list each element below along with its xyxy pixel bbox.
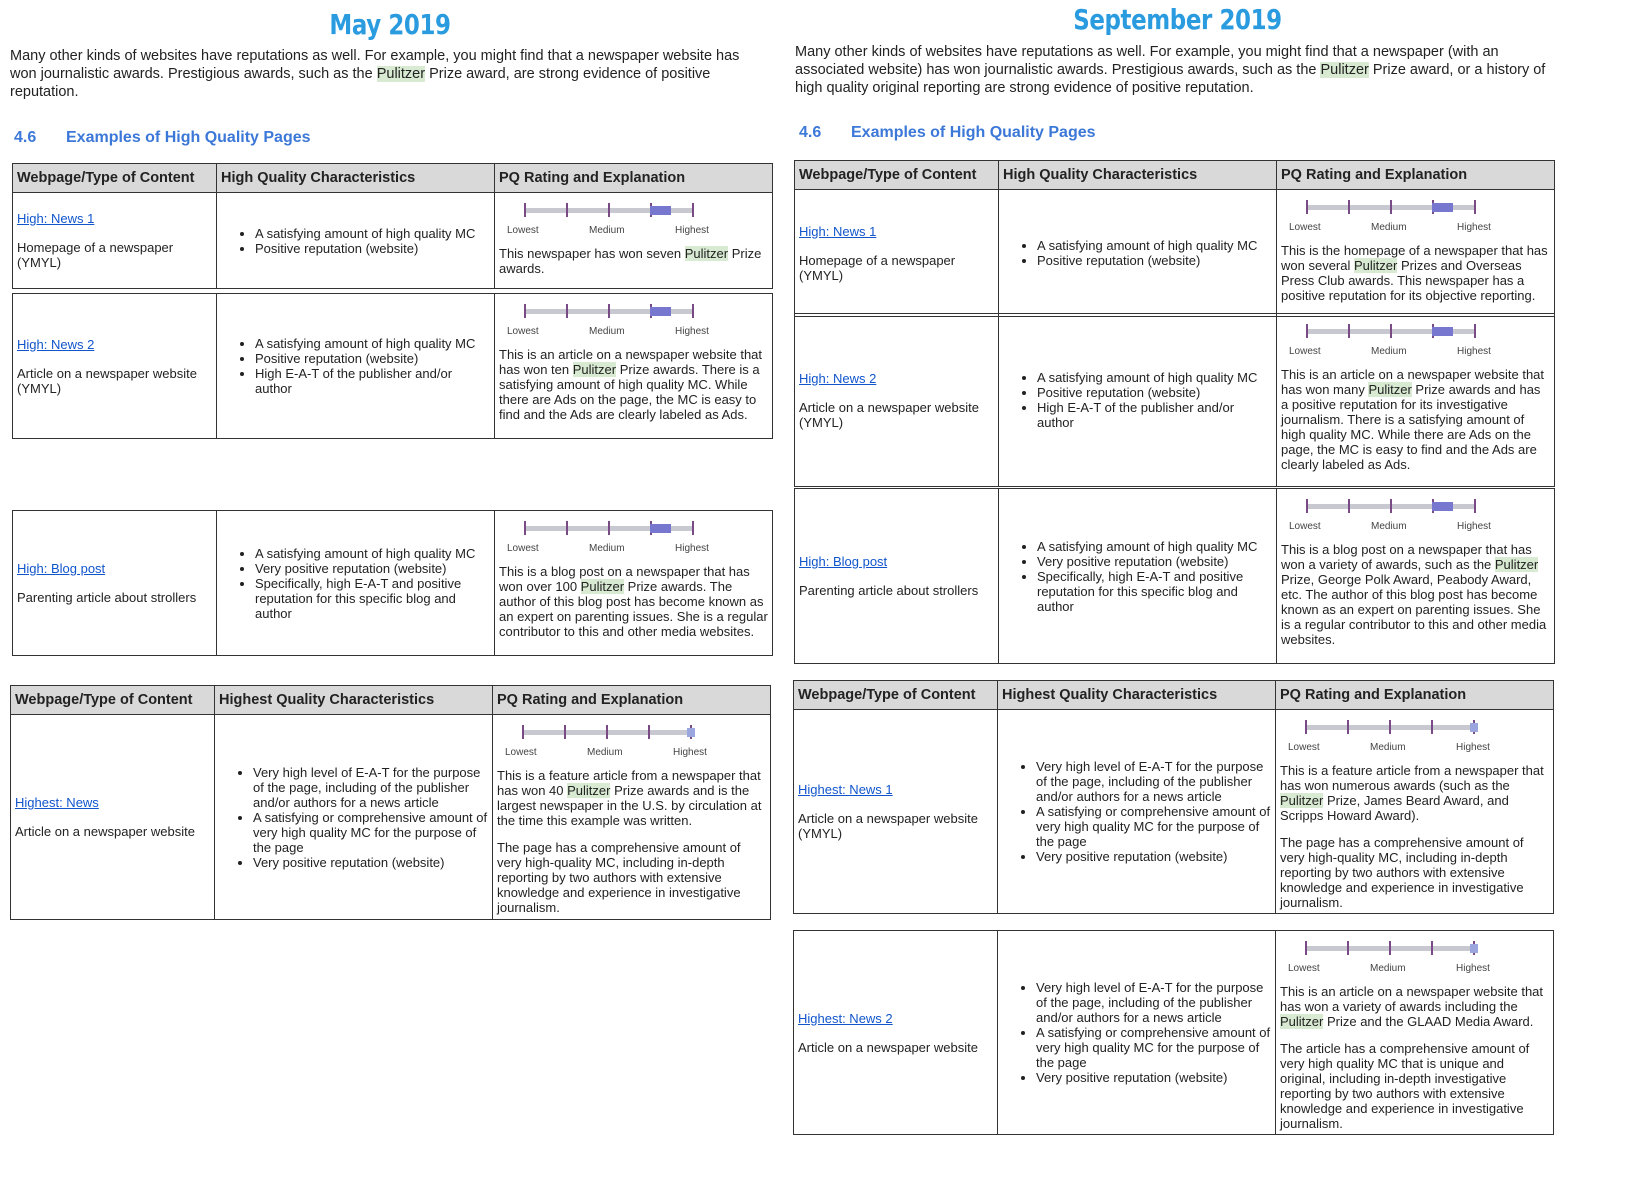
rating-scale-label-lowest: Lowest [507, 326, 539, 337]
rating-scale-label-highest: Highest [675, 225, 709, 236]
rating-scale-label-lowest: Lowest [507, 543, 539, 554]
content-description: Homepage of a newspaper (YMYL) [799, 252, 956, 283]
characteristic-item: • A satisfying or comprehensive amount of very high quality MC for the purpose of the page [1036, 1025, 1271, 1070]
rating-scale [1280, 938, 1549, 974]
text-run: The article has a comprehensive amount of very high quality MC that is unique and original, including in-depth investigative reporting by two authors with extensive knowledge and experience in investigative journalism. [1280, 1041, 1530, 1131]
text-run: This is a feature article from a newspaper that has won 40 [497, 768, 761, 798]
section-number: 4.6 [799, 124, 822, 141]
intro-paragraph [10, 47, 770, 101]
explanation-paragraph [1281, 243, 1550, 303]
characteristic-item: • A satisfying amount of high quality MC [1037, 238, 1272, 253]
rating-scale-tick [1348, 200, 1350, 214]
rating-scale-tick [1347, 720, 1349, 734]
example-link[interactable]: High: News 2 [799, 370, 877, 386]
text-run: This newspaper has won seven [499, 246, 685, 261]
table-header-row [13, 164, 773, 193]
rating-scale-label-lowest: Lowest [1288, 742, 1320, 753]
rating-explanation-cell [1276, 931, 1554, 1135]
rating-scale-label-highest: Highest [1456, 742, 1490, 753]
text-run: Prize awards. There is a satisfying amount of high quality MC. While there are Ads on the page, the MC is easy to find and the Ads are clearly labeled as Ads. [499, 362, 760, 422]
characteristics-list [1002, 759, 1271, 864]
rating-scale [1281, 197, 1550, 233]
table-row [13, 511, 773, 656]
rating-scale-label-lowest: Lowest [507, 225, 539, 236]
characteristics-cell [217, 193, 495, 289]
characteristics-cell [998, 931, 1276, 1135]
content-type-cell [11, 715, 215, 920]
characteristics-cell [998, 710, 1276, 914]
rating-scale-tick [1431, 720, 1433, 734]
quality-table [12, 293, 773, 439]
rating-scale-tick [1348, 324, 1350, 338]
table-row [795, 314, 1555, 487]
characteristics-cell [999, 314, 1277, 487]
rating-scale-tick [1348, 499, 1350, 513]
rating-scale [1281, 321, 1550, 357]
page-title: September 2019 [1073, 3, 1282, 36]
text-run: This is a blog post on a newspaper that has won over 100 [499, 564, 750, 594]
text-run: The page has a comprehensive amount of very high-quality MC, including in-depth reporting by two authors with extensive knowledge and experience in investigative journalism. [497, 840, 741, 915]
rating-scale-tick [692, 521, 694, 535]
example-link[interactable]: High: Blog post [799, 554, 888, 569]
rating-scale-label-medium: Medium [589, 326, 625, 337]
content-description: Article on a newspaper website (YMYL) [798, 811, 978, 841]
rating-scale-tick [608, 521, 610, 535]
characteristic-item: • Positive reputation (website) [255, 241, 490, 256]
highlighted-term: Pulitzer [684, 246, 729, 261]
rating-scale-tick [1390, 324, 1392, 338]
column-header: Highest Quality Characteristics [215, 686, 493, 715]
rating-scale-label-highest: Highest [1457, 521, 1491, 532]
rating-scale [497, 722, 766, 758]
section-heading [14, 129, 311, 147]
rating-scale-label-highest: Highest [673, 747, 707, 758]
rating-scale-tick [606, 725, 608, 739]
text-run: Prize awards and has a positive reputation for its investigative journalism. There is a satisfying amount of high quality MC. While there are Ads on the page, the MC is easy to find and the Ads are clearly labeled as Ads. [1281, 382, 1541, 472]
example-link[interactable]: High: Blog post [17, 561, 106, 576]
highlighted-term: Pulitzer [1320, 62, 1369, 78]
characteristic-item: • Positive reputation (website) [255, 351, 490, 366]
explanation-paragraph [1280, 763, 1549, 823]
characteristic-item: • Very positive reputation (website) [253, 855, 488, 870]
rating-scale [1281, 496, 1550, 532]
table-row [795, 489, 1555, 664]
text-run: Prize and the GLAAD Media Award. [1323, 1014, 1534, 1029]
example-link[interactable]: Highest: News 1 [798, 782, 893, 797]
rating-scale-label-lowest: Lowest [1288, 963, 1320, 974]
rating-scale-label-medium: Medium [589, 543, 625, 554]
text-run: This is an article on a newspaper website that has won many [1281, 367, 1545, 397]
rating-scale-tick [1306, 200, 1308, 214]
example-link[interactable]: High: News 2 [17, 336, 95, 352]
characteristic-item: • A satisfying amount of high quality MC [1037, 539, 1272, 554]
rating-scale [1280, 717, 1549, 753]
section-heading [799, 124, 1096, 142]
column-header: High Quality Characteristics [999, 161, 1277, 190]
column-header: Webpage/Type of Content [794, 681, 998, 710]
explanation-paragraph [1281, 542, 1550, 647]
explanation-paragraph [1280, 835, 1549, 910]
rating-scale-tick [564, 725, 566, 739]
content-description: Homepage of a newspaper (YMYL) [17, 240, 174, 270]
rating-scale-indicator [650, 524, 671, 533]
highlighted-term: Pulitzer [1353, 258, 1398, 273]
characteristics-list [219, 765, 488, 870]
characteristics-list [221, 226, 490, 256]
characteristic-item: • Very high level of E-A-T for the purpose of the page, including of the publisher and/or authors for a news article [1036, 980, 1271, 1025]
content-description: Article on a newspaper website [15, 824, 195, 839]
characteristic-item: • A satisfying or comprehensive amount of very high quality MC for the purpose of the page [253, 810, 488, 855]
explanation-paragraph [497, 768, 766, 828]
page-title: May 2019 [329, 8, 451, 41]
text-run: Prize award, or a history of high quality original reporting are strong evidence of positive reputation. [795, 62, 1546, 96]
content-type-cell [13, 511, 217, 656]
rating-scale-indicator [1470, 944, 1478, 953]
rating-scale-tick [1305, 720, 1307, 734]
characteristic-item: • Very positive reputation (website) [1036, 849, 1271, 864]
text-run: Prize awards. The author of this blog post has become known as an expert on parenting issues. She is a regular contributor to this and other media websites. [499, 579, 768, 639]
characteristic-item: • Positive reputation (website) [1037, 385, 1272, 400]
rating-scale-indicator [1432, 502, 1453, 511]
rating-scale-label-lowest: Lowest [1289, 521, 1321, 532]
rating-scale-label-highest: Highest [1457, 222, 1491, 233]
explanation-paragraph [497, 840, 766, 915]
text-run: This is the homepage of a newspaper that has won several [1281, 243, 1548, 273]
rating-scale-tick [1306, 324, 1308, 338]
highlighted-term: Pulitzer [1368, 382, 1412, 397]
quality-table [12, 510, 773, 656]
rating-scale-label-highest: Highest [1456, 963, 1490, 974]
text-run: This is an article on a newspaper website that has won a variety of awards including the [1280, 984, 1544, 1014]
column-header: Webpage/Type of Content [795, 161, 999, 190]
rating-explanation-cell [495, 511, 773, 656]
rating-scale-tick [692, 203, 694, 217]
content-type-cell [13, 294, 217, 439]
characteristic-item: • High E-A-T of the publisher and/or author [1037, 400, 1272, 430]
highlighted-term: Pulitzer [1280, 793, 1324, 808]
rating-explanation-cell [1276, 710, 1554, 914]
text-run: Prize, George Polk Award, Peabody Award, etc. The author of this blog post has become known as an expert on parenting issues. She is a regular contributor to this and other media websites. [1281, 572, 1547, 647]
rating-scale [499, 200, 768, 236]
rating-scale-tick [1390, 499, 1392, 513]
column-header: PQ Rating and Explanation [1277, 161, 1555, 190]
text-run: Prize awards and is the largest newspaper in the U.S. by circulation at the time this example was written. [497, 783, 762, 828]
characteristic-item: • Very positive reputation (website) [1036, 1070, 1271, 1085]
characteristics-cell [999, 489, 1277, 664]
text-run: Prize awards. [499, 246, 762, 276]
example-link[interactable]: High: News 1 [17, 211, 95, 226]
rating-explanation-cell [1277, 314, 1555, 487]
rating-scale-tick [608, 203, 610, 217]
content-description: Article on a newspaper website (YMYL) [17, 365, 197, 396]
section-title: Examples of High Quality Pages [66, 129, 311, 146]
highlighted-term: Pulitzer [376, 66, 426, 82]
characteristic-item: • A satisfying amount of high quality MC [255, 546, 490, 561]
rating-scale-indicator [687, 728, 695, 737]
rating-scale-tick [566, 304, 568, 318]
section-title: Examples of High Quality Pages [851, 124, 1096, 141]
rating-scale-tick [608, 304, 610, 318]
column-header: PQ Rating and Explanation [1276, 681, 1554, 710]
intro-paragraph [795, 43, 1560, 97]
rating-scale-label-medium: Medium [587, 747, 623, 758]
characteristics-cell [215, 715, 493, 920]
rating-scale-tick [692, 304, 694, 318]
explanation-paragraph [499, 347, 768, 422]
rating-explanation-cell [495, 294, 773, 439]
example-link[interactable]: Highest: News 2 [798, 1010, 893, 1026]
content-type-cell [794, 931, 998, 1135]
rating-scale-tick [1474, 499, 1476, 513]
rating-scale-label-highest: Highest [675, 326, 709, 337]
rating-scale-tick [1305, 941, 1307, 955]
rating-scale-tick [1474, 200, 1476, 214]
highlighted-term: Pulitzer [567, 783, 611, 798]
characteristic-item: • High E-A-T of the publisher and/or author [255, 366, 490, 396]
table-row [11, 715, 771, 920]
rating-scale-tick [648, 725, 650, 739]
rating-scale-label-medium: Medium [1371, 346, 1407, 357]
rating-scale-label-lowest: Lowest [505, 747, 537, 758]
content-description: Parenting article about strollers [17, 590, 197, 605]
characteristic-item: • Very positive reputation (website) [1037, 554, 1272, 569]
rating-scale-tick [1389, 720, 1391, 734]
highlighted-term: Pulitzer [1494, 557, 1539, 572]
rating-scale-indicator [650, 206, 671, 215]
column-header: Webpage/Type of Content [13, 164, 217, 193]
text-run: Prize, James Beard Award, and Scripps Howard Award). [1280, 793, 1509, 823]
table-header-row [11, 686, 771, 715]
text-run: This is an article on a newspaper website that has won ten [499, 347, 763, 377]
rating-scale-tick [524, 521, 526, 535]
rating-scale-tick [1389, 941, 1391, 955]
explanation-paragraph [499, 564, 768, 639]
explanation-paragraph [1280, 1041, 1549, 1131]
quality-table [10, 685, 771, 920]
column-header: High Quality Characteristics [217, 164, 495, 193]
rating-scale-tick [524, 203, 526, 217]
table-row [794, 710, 1554, 914]
quality-table [794, 313, 1555, 487]
rating-scale [499, 301, 768, 337]
rating-scale-indicator [650, 307, 671, 316]
content-type-cell [794, 710, 998, 914]
content-description: Article on a newspaper website (YMYL) [799, 399, 979, 430]
characteristics-list [1003, 539, 1272, 614]
rating-scale-tick [566, 521, 568, 535]
rating-scale-label-lowest: Lowest [1289, 222, 1321, 233]
characteristic-item: • Very high level of E-A-T for the purpose of the page, including of the publisher and/or authors for a news article [253, 765, 488, 810]
table-header-row [795, 161, 1555, 190]
explanation-paragraph [1281, 367, 1550, 472]
highlighted-term: Pulitzer [572, 362, 617, 377]
example-link[interactable]: High: News 1 [799, 223, 877, 239]
content-type-cell [795, 489, 999, 664]
rating-explanation-cell [493, 715, 771, 920]
quality-table [794, 488, 1555, 664]
rating-scale-indicator [1432, 203, 1453, 212]
characteristics-list [1003, 238, 1272, 268]
quality-table [794, 160, 1555, 317]
rating-scale-tick [566, 203, 568, 217]
characteristic-item: • A satisfying amount of high quality MC [255, 336, 490, 351]
rating-scale-tick [1431, 941, 1433, 955]
quality-table [12, 163, 773, 289]
rating-scale-label-medium: Medium [1371, 222, 1407, 233]
characteristic-item: • Positive reputation (website) [1037, 253, 1272, 268]
rating-scale-indicator [1470, 723, 1478, 732]
content-type-cell [795, 190, 999, 317]
example-link[interactable]: Highest: News [15, 795, 99, 810]
characteristics-cell [217, 511, 495, 656]
text-run: Prize award, are strong evidence of positive reputation. [10, 66, 711, 100]
rating-scale-tick [1347, 941, 1349, 955]
characteristic-item: • Specifically, high E-A-T and positive reputation for this specific blog and author [255, 576, 490, 621]
rating-scale-label-medium: Medium [1370, 963, 1406, 974]
rating-scale-tick [522, 725, 524, 739]
table-row [13, 193, 773, 289]
rating-scale-label-medium: Medium [1370, 742, 1406, 753]
table-header-row [794, 681, 1554, 710]
rating-scale-label-highest: Highest [675, 543, 709, 554]
table-row [13, 294, 773, 439]
content-description: Parenting article about strollers [799, 583, 979, 598]
column-header: Highest Quality Characteristics [998, 681, 1276, 710]
rating-scale-label-lowest: Lowest [1289, 346, 1321, 357]
rating-explanation-cell [1277, 489, 1555, 664]
rating-scale-label-medium: Medium [589, 225, 625, 236]
column-header: Webpage/Type of Content [11, 686, 215, 715]
rating-scale-tick [1474, 324, 1476, 338]
characteristic-item: • A satisfying amount of high quality MC [1037, 370, 1272, 385]
content-description: Article on a newspaper website [798, 1039, 978, 1055]
text-run: This is a blog post on a newspaper that has won a variety of awards, such as the [1281, 542, 1532, 572]
text-run: Many other kinds of websites have reputations as well. For example, you might find that a newspaper website has won journalistic awards. Prestigious awards, such as the [10, 48, 740, 82]
rating-scale-tick [524, 304, 526, 318]
rating-scale-label-medium: Medium [1371, 521, 1407, 532]
rating-explanation-cell [1277, 190, 1555, 317]
highlighted-term: Pulitzer [580, 579, 625, 594]
highlighted-term: Pulitzer [1280, 1014, 1324, 1029]
content-type-cell [795, 314, 999, 487]
characteristics-cell [217, 294, 495, 439]
quality-table [793, 930, 1554, 1135]
table-row [795, 190, 1555, 317]
characteristic-item: • A satisfying amount of high quality MC [255, 226, 490, 241]
text-run: Many other kinds of websites have reputations as well. For example, you might find that a newspaper (with an associated website) has won journalistic awards. Prestigious awards, such as the [795, 44, 1499, 78]
rating-scale-indicator [1432, 327, 1453, 336]
explanation-paragraph [499, 246, 768, 276]
characteristics-cell [999, 190, 1277, 317]
characteristics-list [221, 546, 490, 621]
text-run: This is a feature article from a newspaper that has won numerous awards (such as the [1280, 763, 1544, 793]
characteristic-item: • A satisfying or comprehensive amount of very high quality MC for the purpose of the page [1036, 804, 1271, 849]
section-number: 4.6 [14, 129, 37, 146]
column-header: PQ Rating and Explanation [495, 164, 773, 193]
explanation-paragraph [1280, 984, 1549, 1029]
rating-scale [499, 518, 768, 554]
characteristic-item: • Very high level of E-A-T for the purpose of the page, including of the publisher and/or authors for a news article [1036, 759, 1271, 804]
rating-scale-tick [1390, 200, 1392, 214]
characteristic-item: • Very positive reputation (website) [255, 561, 490, 576]
table-row [794, 931, 1554, 1135]
quality-table [793, 680, 1554, 914]
column-header: PQ Rating and Explanation [493, 686, 771, 715]
characteristics-list [1002, 980, 1271, 1085]
rating-scale-label-highest: Highest [1457, 346, 1491, 357]
characteristics-list [221, 336, 490, 396]
text-run: Prizes and Overseas Press Club awards. This newspaper has a positive reputation for its objective reporting. [1281, 258, 1536, 303]
text-run: The page has a comprehensive amount of very high-quality MC, including in-depth reporting by two authors with extensive knowledge and experience in investigative journalism. [1280, 835, 1524, 910]
rating-scale-tick [1306, 499, 1308, 513]
rating-explanation-cell [495, 193, 773, 289]
characteristic-item: • Specifically, high E-A-T and positive reputation for this specific blog and author [1037, 569, 1272, 614]
characteristics-list [1003, 370, 1272, 430]
content-type-cell [13, 193, 217, 289]
